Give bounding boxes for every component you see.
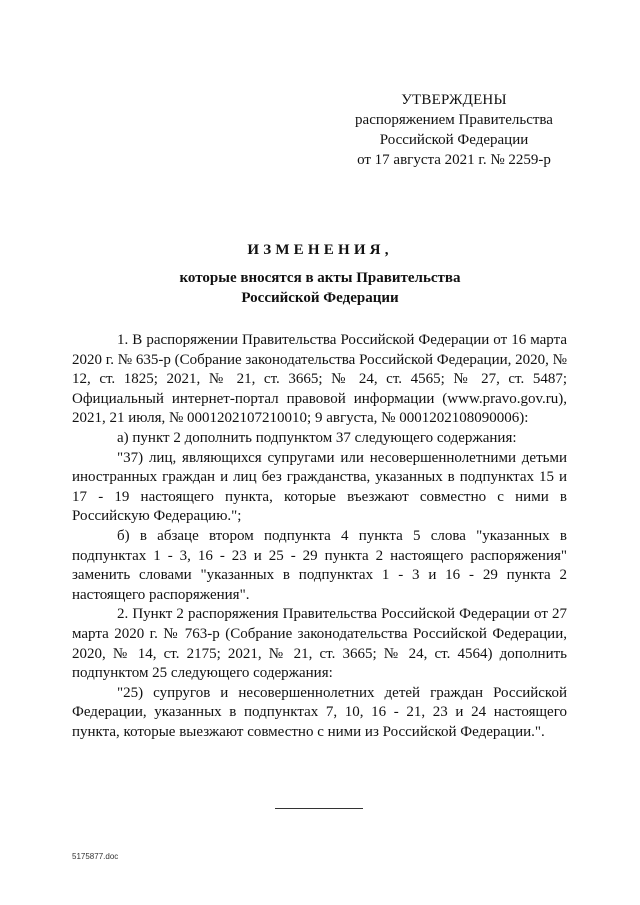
title-subtitle bbox=[0, 268, 640, 308]
separator-line bbox=[275, 808, 363, 809]
approval-line: распоряжением Правительства bbox=[355, 112, 553, 128]
document-body bbox=[72, 331, 567, 742]
approval-heading: УТВЕРЖДЕНЫ bbox=[401, 92, 507, 108]
subtitle-line: Российской Федерации bbox=[241, 290, 399, 306]
approval-line: Российской Федерации bbox=[379, 132, 529, 148]
approval-block bbox=[336, 90, 572, 170]
paragraph-2: 2. Пункт 2 распоряжения Правительства Российской Федерации от 27 марта 2020 г. № 763-р (Собрание законодательства Российской Федерации, 2020, № 14, ст. 2175; 2021, № 21, ст. 3665; № 24, ст. 4564) дополнить подпунктом 25 следующего содержания: bbox=[72, 606, 567, 682]
paragraph-quote-25: "25) супругов и несовершеннолетних детей граждан Российской Федерации, указанных в подпунктах 7, 10, 16 - 21, 23 и 24 настоящего пункта, которые выезжают совместно с ними из Российской Федерации.". bbox=[72, 684, 567, 740]
subtitle-line: которые вносятся в акты Правительства bbox=[179, 270, 461, 286]
document-title bbox=[0, 240, 640, 308]
paragraph-1b: б) в абзаце втором подпункта 4 пункта 5 слова "указанных в подпунктах 1 - 3, 16 - 23 и 25 - 29 пункта 2 настоящего распоряжения" заменить словами "указанных в подпунктах 1 - 3 и 16 - 29 пункта 2 настоящего распоряжения". bbox=[72, 527, 567, 603]
title-heading: ИЗМЕНЕНИЯ, bbox=[247, 242, 393, 258]
file-name: 5175877.doc bbox=[72, 852, 119, 861]
paragraph-1: 1. В распоряжении Правительства Российской Федерации от 16 марта 2020 г. № 635-р (Собрание законодательства Российской Федерации, 2020, № 12, ст. 1825; 2021, № 21, ст. 3665; № 24, ст. 4565; № 27, ст. 5487; Официальный интернет-портал правовой информации (www.pravo.gov.ru), 2021, 21 июля, № 0001202107210010; 9 августа, № 0001202108090006): bbox=[72, 332, 567, 427]
paragraph-1a: а) пункт 2 дополнить подпунктом 37 следующего содержания: bbox=[117, 429, 517, 446]
paragraph-quote-37: "37) лиц, являющихся супругами или несовершеннолетними детьми иностранных граждан и лиц без гражданства, указанных в подпунктах 15 и 17 - 19 настоящего пункта, которые въезжают совместно с ними в Российскую Федерацию."; bbox=[72, 449, 567, 525]
approval-line: от 17 августа 2021 г. № 2259-р bbox=[357, 152, 551, 168]
